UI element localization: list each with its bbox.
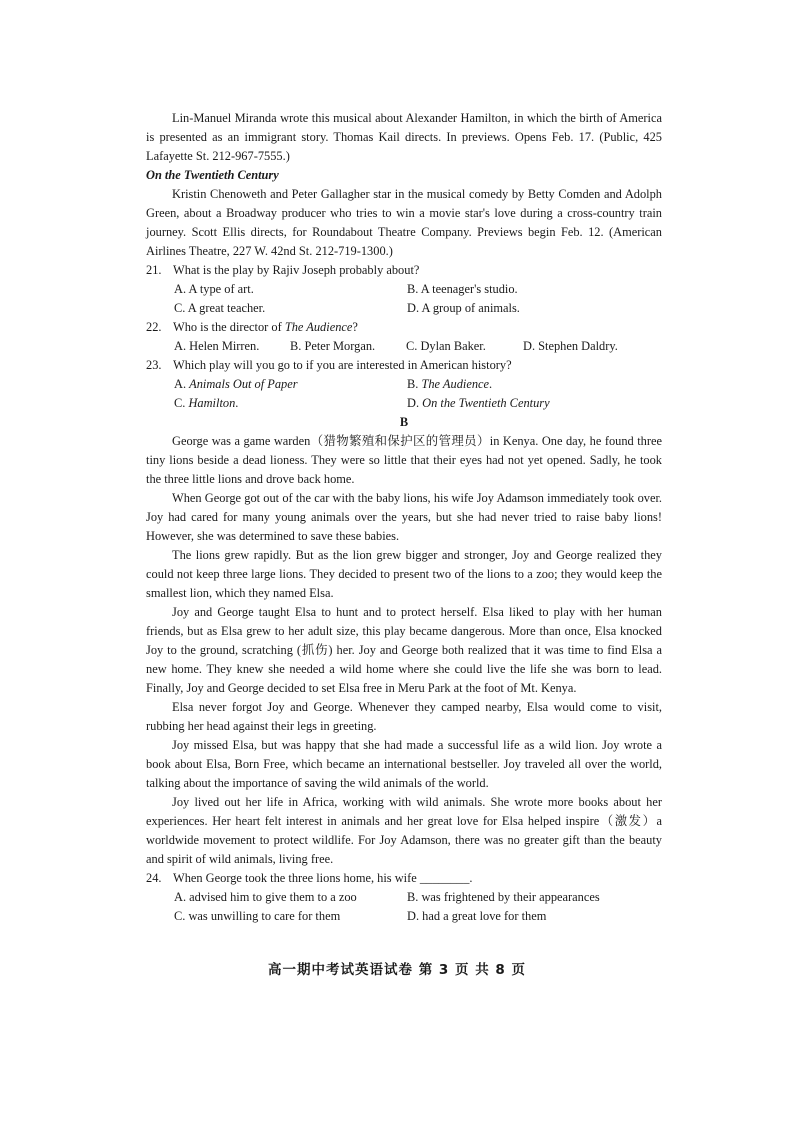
question-text: What is the play by Rajiv Joseph probably about? [173, 263, 420, 277]
question-number: 22. [146, 320, 162, 334]
question-number: 24. [146, 871, 162, 885]
option-a: A. A type of art. [174, 282, 254, 296]
option-b: B. was frightened by their appearances [407, 890, 600, 904]
question-24 [146, 869, 662, 888]
option-c: C. Hamilton. [174, 396, 239, 410]
question-24-options [146, 888, 662, 926]
passage-paragraph: The lions grew rapidly. But as the lion grew bigger and stronger, Joy and George realized they could not keep three large lions. They decided to present two of the lions to a zoo; they would keep the smallest lion, which they named Elsa. [146, 548, 662, 600]
question-23 [146, 356, 662, 375]
option-c: C. A great teacher. [174, 301, 266, 315]
option-d: D. A group of animals. [407, 301, 520, 315]
passage-paragraph: George was a game warden（猎物繁殖和保护区的管理员）in Kenya. One day, he found three tiny lions beside a dead lioness. They were so little that their eyes had not yet opened. Sadly, he took the three little lions and drove back home. [146, 434, 662, 486]
show-paragraph: Kristin Chenoweth and Peter Gallagher star in the musical comedy by Betty Comden and Adolph Green, about a Broadway producer who tries to win a movie star's love during a cross-country train journey. Scott Ellis directs, for Roundabout Theatre Company. Previews begin Feb. 12. (American Airlines Theatre, 227 W. 42nd St. 212-719-1300.) [146, 187, 662, 258]
page-footer: 高一期中考试英语试卷 第 3 页 共 8 页 [268, 962, 526, 978]
question-text: Which play will you go to if you are interested in American history? [173, 358, 512, 372]
passage-paragraph: Joy lived out her life in Africa, working with wild animals. She wrote more books about her experiences. Her heart felt interest in animals and her great love for Elsa helped inspire（激发）a worldwide movement to protect wildlife. For Joy Adamson, there was no greater gift than the beauty and spirit of wild animals, living free. [146, 795, 662, 866]
passage-paragraph: Joy missed Elsa, but was happy that she had made a successful life as a wild lion. Joy wrote a book about Elsa, Born Free, which became an international bestseller. Joy traveled all over the world, talking about the importance of saving the wild animals of the world. [146, 738, 662, 790]
question-number: 23. [146, 358, 162, 372]
question-number: 21. [146, 263, 162, 277]
show-title: On the Twentieth Century [146, 168, 279, 182]
passage-paragraph: Elsa never forgot Joy and George. Whenever they camped nearby, Elsa would come to visit, rubbing her head against their legs in greeting. [146, 700, 662, 733]
question-21 [146, 261, 662, 280]
option-a: A. advised him to give them to a zoo [174, 890, 357, 904]
option-a: A. Helen Mirren. [174, 339, 260, 353]
option-d: D. On the Twentieth Century [407, 396, 550, 410]
passage-paragraph: When George got out of the car with the baby lions, his wife Joy Adamson immediately took over. Joy had cared for many young animals over the years, but she had never tried to raise baby lions! However, she was determined to save these babies. [146, 491, 662, 543]
option-c: C. Dylan Baker. [406, 339, 486, 353]
option-d: D. Stephen Daldry. [523, 339, 618, 353]
question-23-options [146, 375, 662, 413]
section-label-b: B [399, 415, 409, 429]
option-b: B. The Audience. [407, 377, 493, 391]
option-c: C. was unwilling to care for them [174, 909, 341, 923]
option-b: B. A teenager's studio. [407, 282, 518, 296]
option-a: A. Animals Out of Paper [174, 377, 298, 391]
option-d: D. had a great love for them [407, 909, 547, 923]
question-22 [146, 318, 662, 337]
question-22-options [146, 337, 662, 356]
hamilton-paragraph: Lin-Manuel Miranda wrote this musical about Alexander Hamilton, in which the birth of America is presented as an immigrant story. Thomas Kail directs. In previews. Opens Feb. 17. (Public, 425 Lafayette St. 212-967-7555.) [146, 111, 662, 163]
page-content [146, 109, 662, 926]
passage-paragraph: Joy and George taught Elsa to hunt and to protect herself. Elsa liked to play with her human friends, but as Elsa grew to her adult size, this play became dangerous. More than once, Elsa knocked Joy to the ground, scratching (抓伤) her. Joy and George both realized that it was time to find Elsa a new home. They knew she needed a wild home where she could live the life she was born to lead. Finally, Joy and George decided to set Elsa free in Meru Park at the foot of Mt. Kenya. [146, 605, 662, 695]
question-21-options [146, 280, 662, 318]
question-text: Who is the director of The Audience? [173, 320, 358, 334]
option-b: B. Peter Morgan. [290, 339, 376, 353]
question-text: When George took the three lions home, his wife ________. [173, 871, 473, 885]
